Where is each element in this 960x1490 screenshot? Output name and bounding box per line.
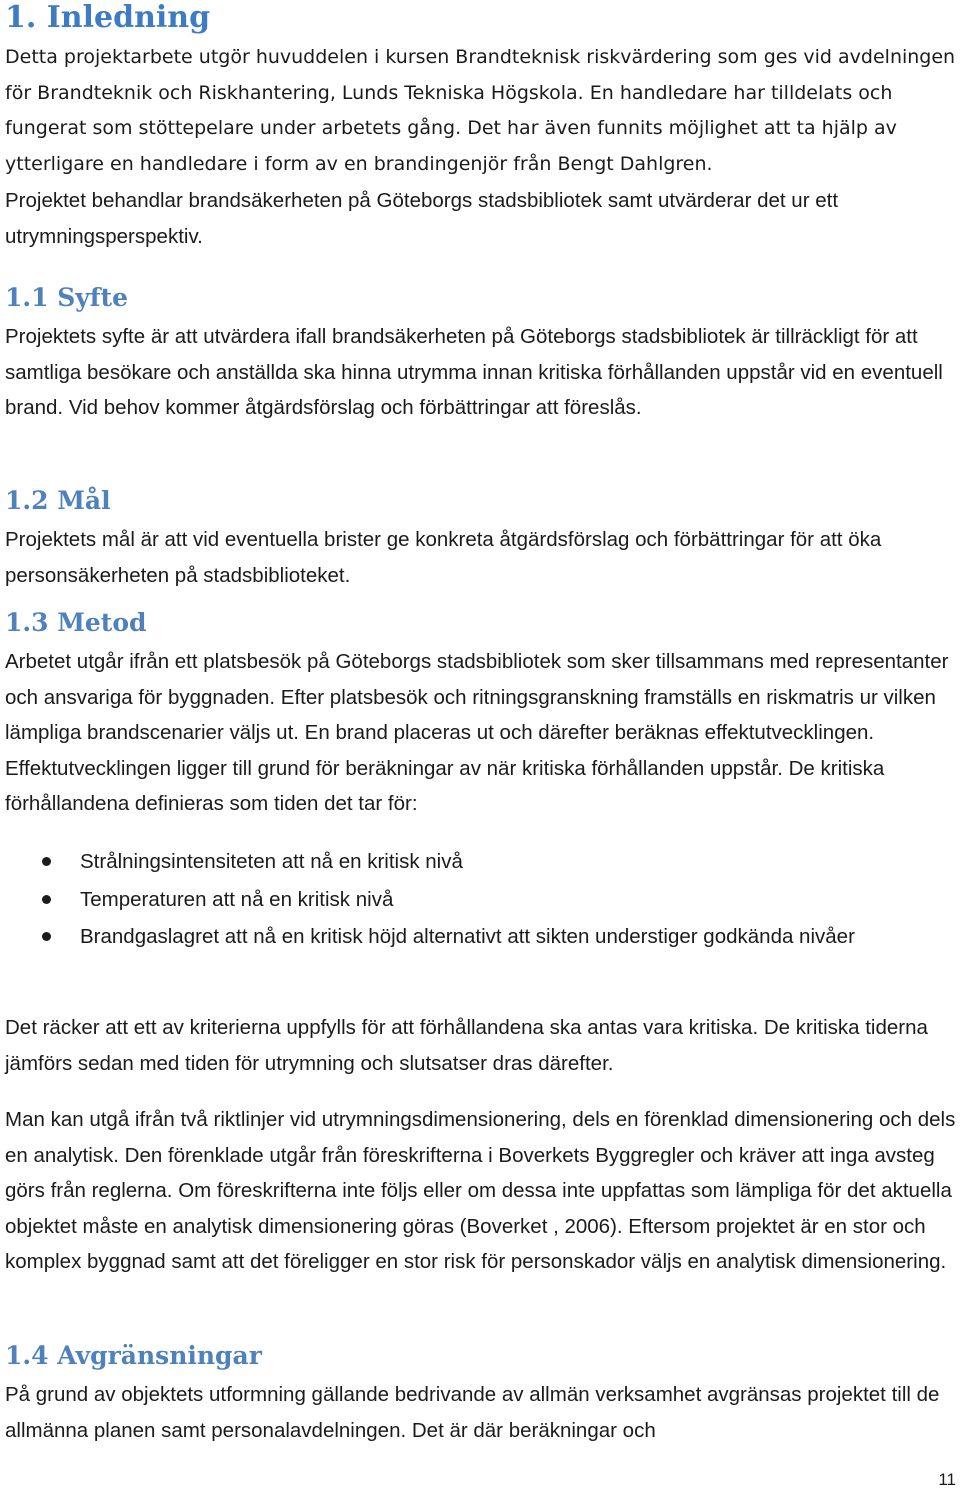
list-item <box>0 882 958 918</box>
avgransningar-paragraph: På grund av objektets utformning gällande bedrivande av allmän verksamhet avgränsas projektet till de allmänna planen samt personalavdelningen. Det är där beräkningar och <box>5 1383 940 1442</box>
list-item <box>0 919 958 955</box>
section-heading-inledning: 1. Inledning <box>5 0 211 35</box>
intro-paragraph: Detta projektarbete utgör huvuddelen i kursen Brandteknisk riskvärdering som ges vid avdelningen för Brandteknik och Riskhantering, Lunds Tekniska Högskola. En handledare har tilldelats och fungerat som stöttepelare under arbetets gång. Det har även funnits möjlighet att ta hjälp av ytterligare en handledare i form av en brandingenjör från Bengt Dahlgren. <box>5 46 956 175</box>
subheading-mal: 1.2 Mål <box>5 486 111 515</box>
bullet-icon <box>42 932 51 941</box>
subheading-syfte: 1.1 Syfte <box>5 283 128 312</box>
intro-paragraph-2: Projektet behandlar brandsäkerheten på Göteborgs stadsbibliotek samt utvärderar det ur ett utrymningsperspektiv. <box>5 189 839 248</box>
bullet-icon <box>42 895 51 904</box>
subheading-avgransningar: 1.4 Avgränsningar <box>5 1341 262 1370</box>
page-number: 11 <box>938 1470 956 1489</box>
metod-conclusion-paragraph: Det räcker att ett av kriterierna uppfylls för att förhållandena ska antas vara kritiska. De kritiska tiderna jämförs sedan med tiden för utrymning och slutsatser dras därefter. <box>5 1016 928 1075</box>
bullet-icon <box>42 857 51 866</box>
utrymning-paragraph: Man kan utgå ifrån två riktlinjer vid utrymningsdimensionering, dels en förenklad dimensionering och dels en analytisk. Den förenklade utgår från föreskrifterna i Boverkets Byggregler och kräver att inga avsteg görs från reglerna. Om föreskrifterna inte följs eller om dessa inte uppfattas som lämpliga för det aktuella objektet måste en analytisk dimensionering göras (Boverket , 2006). Eftersom projektet är en stor och komplex byggnad samt att det föreligger en stor risk för personskador väljs en analytisk dimensionering. <box>5 1108 956 1273</box>
list-item-text: Brandgaslagret att nå en kritisk höjd alternativt att sikten understiger godkända nivåer <box>80 925 855 948</box>
list-item-text: Strålningsintensiteten att nå en kritisk nivå <box>80 850 463 873</box>
syfte-paragraph: Projektets syfte är att utvärdera ifall brandsäkerheten på Göteborgs stadsbibliotek är tillräckligt för att samtliga besökare och anställda ska hinna utrymma innan kritiska förhållanden uppstår vid en eventuell brand. Vid behov kommer åtgärdsförslag och förbättringar att föreslås. <box>5 325 943 419</box>
list-item-text: Temperaturen att nå en kritisk nivå <box>80 887 394 911</box>
mal-paragraph: Projektets mål är att vid eventuella brister ge konkreta åtgärdsförslag och förbättringar för att öka personsäkerheten på stadsbiblioteket. <box>5 528 882 587</box>
criteria-list <box>0 844 958 957</box>
metod-paragraph: Arbetet utgår ifrån ett platsbesök på Göteborgs stadsbibliotek som sker tillsammans med representanter och ansvariga för byggnaden. Efter platsbesök och ritningsgranskning framställs en riskmatris ur vilken lämpliga brandscenarier väljs ut. En brand placeras ut och därefter beräknas effektutvecklingen. Effektutvecklingen ligger till grund för beräkningar av när kritiska förhållanden uppstår. De kritiska förhållandena definieras som tiden det tar för: <box>5 650 949 815</box>
list-item <box>0 844 958 880</box>
subheading-metod: 1.3 Metod <box>5 608 147 637</box>
